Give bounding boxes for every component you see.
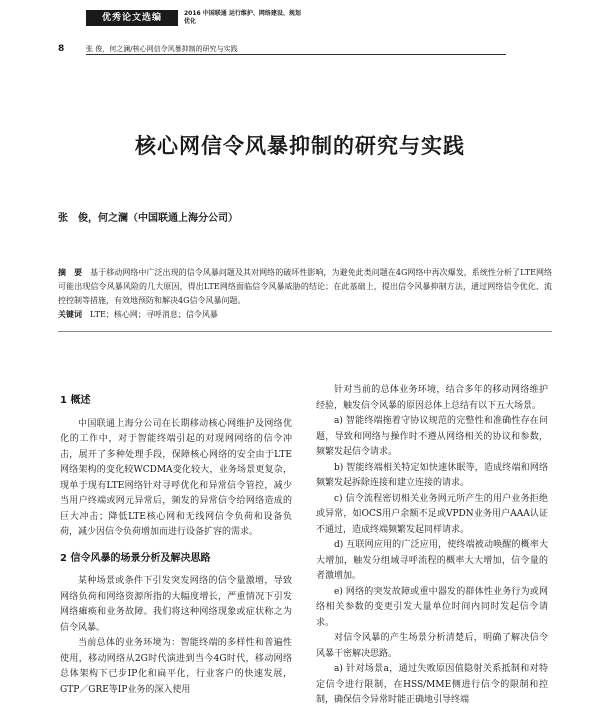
right-column [316,383,548,709]
abstract-text: 基于移动网络中广泛出现的信令风暴问题及其对网络的破坏性影响，为避免此类问题在4G网络中再次爆发，系统性分析了LTE网络可能出现信令风暴风险的几大原因，得出LTE网络面临信令风暴威胁的结论；在此基础上，提出信令风暴抑制方法，通过网络信令优化、流控控制等措施，有效地预防和解决4G信令风暴问题。 [58,268,552,305]
journal-badge: 优秀论文选编 [86,10,178,26]
section-1-heading: 1 概述 [60,395,91,406]
section-1-paragraph: 中国联通上海分公司在长期移动核心网维护及网络优化的工作中，对于智能终端引起的对现网网络的信令冲击，展开了多种处理手段，保障核心网络的安全由于LTE网络架构的变化较WCDMA变化较大，业务场景更复杂，现单于现有LTE网络针对寻呼优化和异常信令管控，减少当用户终端或网元异常后，频发的异常信令给网络造成的巨大冲击；降低LTE核心网和无线网信令负荷和设备负荷，减少因信令负荷增加而进行设备扩容的需求。 [60,418,292,537]
right-conclusion: 对信令风暴的产生场景分析清楚后，明确了解决信令风暴干密解决思路。 [316,633,548,659]
paper-authors: 张 俊，何之澜（中国联通上海分公司） [58,213,238,224]
header-divider [86,54,506,55]
right-item-c: c) 信令流程密切相关业务网元所产生的用户业务拒绝或异常，如OCS用户余额不足或VPDN业务用户AAA认证不通过，造成终端频繁发起同样请求。 [316,493,548,535]
right-intro: 针对当前的总体业务环境，结合多年的移动网络维护经验，触发信令风暴的原因总体上总结有以下五大场景。 [316,385,548,411]
keywords-text: LTE；核心网；寻呼消息；信令风暴 [90,310,218,319]
paper-title: 核心网信令风暴抑制的研究与实践 [135,133,465,159]
abstract-label: 摘 要 [58,268,83,277]
section-2-paragraph-2: 当前总体的业务环境为：智能终端的多样性和普遍性使用，移动网络从2G时代演进到当今4G时代，移动网络总体架构下已步IP化和扁平化，行业客户的快速发展，GTP／GRE等IP业务的深入使用 [60,638,292,695]
keywords [58,308,552,322]
abstract-divider [58,331,552,332]
section-2-paragraph-1: 某种场景或条件下引发突发网络的信令量激增，导致网络负荷和网络资源所指的大幅度增长，严重情况下引发网络瘫痪和业务故障。我们将这种网络现象或症状称之为信令风暴。 [60,576,292,633]
abstract [58,266,552,308]
right-item-e: e) 网络的突发故障或重中器发的群体性业务行为或网络相关参数的变更引发大量单位时间内同时发起信令请求。 [316,586,548,628]
section-2-heading: 2 信令风暴的场景分析及解决思路 [60,552,211,564]
right-item-a: a) 智能终端拖着守协议规范的完整性和准确性存在问题，导致和网络与操作时不遵从网络相关的协议和参数，频繁发起信令请求。 [316,416,548,457]
right-item-d: d) 互联网应用的广泛应用，使终端被动唤醒的概率大大增加，触发分组域寻呼流程的概率大大增加，信令量的者激增加。 [316,540,548,581]
keywords-label: 关键词 [58,310,82,319]
right-item-a2: a) 针对场景a，通过失败原因值隐射关系抵制和对特定信令进行限制，在HSS/MME侧进行信令的限制和控制，确保信令异常时能正确地引导终端 [316,664,548,705]
page-number: 8 [58,44,65,54]
running-title: 张 俊，何之澜/核心网信令风暴抑制的研究与实践 [86,45,238,53]
left-column [60,393,292,698]
right-item-b: b) 智能终端相关特定如快速休眠等，造成终端和网络频繁发起拆除连接和建立连接的请求。 [316,462,548,488]
journal-issue: 2016 中国联通 运行维护、网络建设、规划优化 [184,10,301,25]
